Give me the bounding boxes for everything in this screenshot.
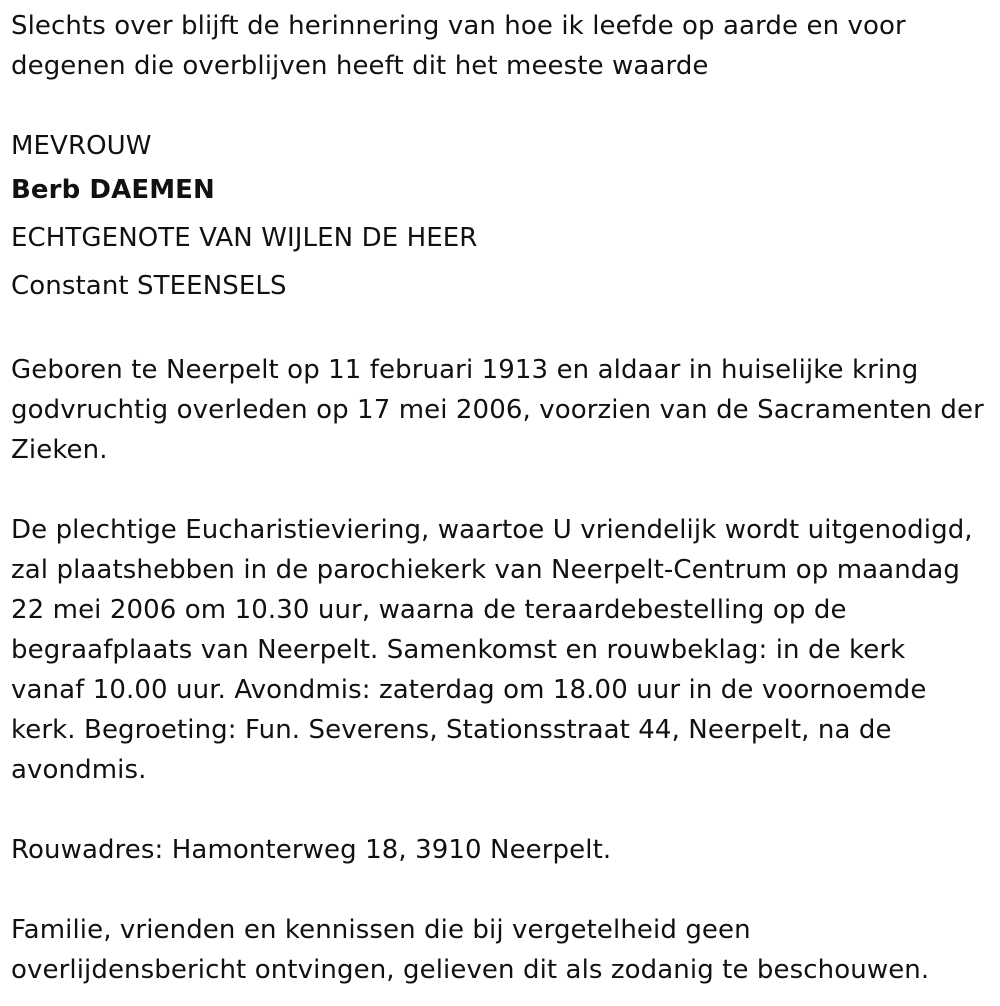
motto bbox=[11, 6, 992, 86]
spacer bbox=[11, 870, 992, 910]
address-paragraph bbox=[11, 830, 992, 870]
service-paragraph bbox=[11, 510, 992, 790]
paragraph-line: zal plaatshebben in de parochiekerk van Neerpelt-Centrum op maandag bbox=[11, 555, 961, 585]
birth-death-paragraph bbox=[11, 350, 992, 470]
mourning-address: Rouwadres: Hamonterweg 18, 3910 Neerpelt. bbox=[11, 835, 612, 865]
paragraph-line: godvruchtig overleden op 17 mei 2006, voorzien van de Sacramenten der bbox=[11, 395, 984, 425]
spacer bbox=[11, 470, 992, 510]
paragraph-line: avondmis. bbox=[11, 755, 147, 785]
salutation: MEVROUW bbox=[11, 131, 152, 161]
paragraph-line: begraafplaats van Neerpelt. Samenkomst en rouwbeklag: in de kerk bbox=[11, 635, 906, 665]
name-block bbox=[11, 126, 992, 310]
motto-line: Slechts over blijft de herinnering van hoe ik leefde op aarde en voor bbox=[11, 11, 906, 41]
paragraph-line: 22 mei 2006 om 10.30 uur, waarna de teraardebestelling op de bbox=[11, 595, 847, 625]
paragraph-line: De plechtige Eucharistieviering, waartoe U vriendelijk wordt uitgenodigd, bbox=[11, 515, 973, 545]
paragraph-line: Geboren te Neerpelt op 11 februari 1913 en aldaar in huiselijke kring bbox=[11, 355, 919, 385]
spacer bbox=[11, 790, 992, 830]
paragraph-line: Familie, vrienden en kennissen die bij vergetelheid geen bbox=[11, 915, 751, 945]
paragraph-line: vanaf 10.00 uur. Avondmis: zaterdag om 18.00 uur in de voornoemde bbox=[11, 675, 927, 705]
closing-paragraph bbox=[11, 910, 992, 990]
relation: ECHTGENOTE VAN WIJLEN DE HEER bbox=[11, 223, 478, 253]
motto-line: degenen die overblijven heeft dit het meeste waarde bbox=[11, 51, 709, 81]
paragraph-line: overlijdensbericht ontvingen, gelieven dit als zodanig te beschouwen. bbox=[11, 955, 930, 985]
paragraph-line: kerk. Begroeting: Fun. Severens, Stationsstraat 44, Neerpelt, na de bbox=[11, 715, 892, 745]
paragraph-line: Zieken. bbox=[11, 435, 108, 465]
spouse-name: Constant STEENSELS bbox=[11, 271, 287, 301]
deceased-name: Berb DAEMEN bbox=[11, 175, 215, 205]
spacer bbox=[11, 310, 992, 350]
spacer bbox=[11, 86, 992, 126]
